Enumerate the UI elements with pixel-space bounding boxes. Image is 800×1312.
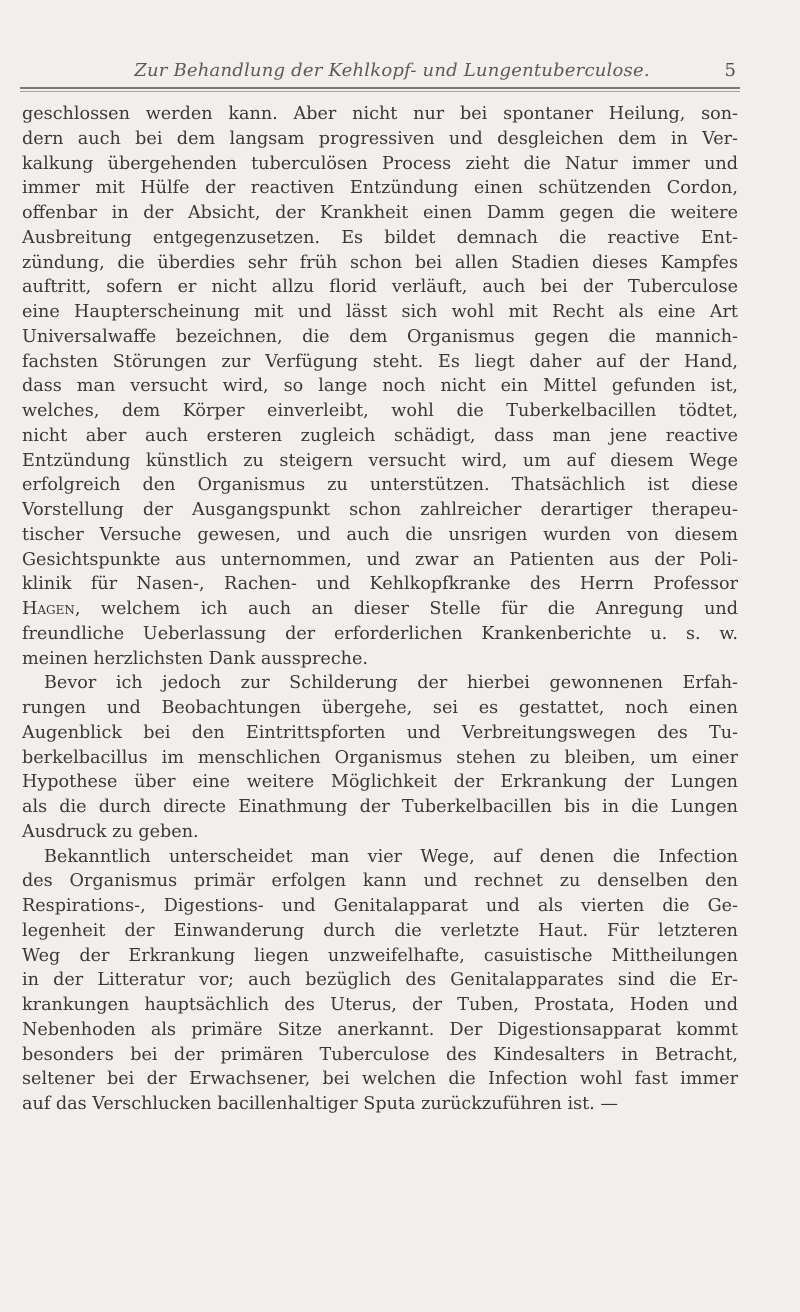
text-line: Vorstellung der Ausgangspunkt schon zahlreicher derartiger therapeu-: [22, 500, 738, 520]
text-line: in der Litteratur vor; auch bezüglich des Genitalapparates sind die Er-: [22, 970, 738, 991]
text-line: auftritt, sofern er nicht allzu florid verläuft, auch bei der Tuberculose: [22, 277, 738, 298]
text-line: berkelbacillus im menschlichen Organismus stehen zu bleiben, um einer: [22, 747, 738, 768]
page-number: 5: [724, 60, 736, 81]
body-text: [22, 102, 738, 1117]
text-line: Augenblick bei den Eintrittspforten und Verbreitungswegen des Tu-: [22, 722, 738, 743]
text-line: Nebenhoden als primäre Sitze anerkannt. Der Digestionsapparat kommt: [22, 1019, 738, 1040]
text-line: Hagen, welchem ich auch an dieser Stelle für die Anregung und: [22, 599, 738, 619]
text-line: dern auch bei dem langsam progressiven und desgleichen dem in Ver-: [22, 128, 738, 149]
text-line: Bekanntlich unterscheidet man vier Wege, auf denen die Infection: [44, 846, 738, 867]
text-line: dass man versucht wird, so lange noch nicht ein Mittel gefunden ist,: [22, 376, 738, 397]
text-line: auf das Verschlucken bacillenhaltiger Sputa zurückzuführen ist. —: [22, 1094, 618, 1114]
text-line: Bevor ich jedoch zur Schilderung der hierbei gewonnenen Erfah-: [44, 673, 738, 694]
author-name: Hagen: [22, 599, 75, 619]
text-line: kalkung übergehenden tuberculösen Process zieht die Natur immer und: [22, 153, 738, 174]
text-line: Ausbreitung entgegenzusetzen. Es bildet demnach die reactive Ent-: [22, 227, 738, 248]
text-line: Entzündung künstlich zu steigern versucht wird, um auf diesem Wege: [22, 450, 738, 471]
running-title: Zur Behandlung der Kehlkopf- und Lungentuberculose.: [134, 60, 650, 81]
text-line: legenheit der Einwanderung durch die verletzte Haut. Für letzteren: [22, 920, 738, 941]
header-rule: [20, 87, 740, 89]
text-line: offenbar in der Absicht, der Krankheit einen Damm gegen die weitere: [22, 203, 738, 223]
text-line: welches, dem Körper einverleibt, wohl die Tuberkelbacillen tödtet,: [22, 401, 738, 421]
text-line: Ausdruck zu geben.: [22, 821, 199, 842]
text-line: eine Haupterscheinung mit und lässt sich wohl mit Recht als eine Art: [22, 302, 738, 322]
text-line: freundliche Ueberlassung der erforderlichen Krankenberichte u. s. w.: [22, 623, 738, 644]
text-line: Gesichtspunkte aus unternommen, und zwar an Patienten aus der Poli-: [22, 549, 738, 570]
text-line: geschlossen werden kann. Aber nicht nur bei spontaner Heilung, son-: [22, 104, 738, 124]
text-line: nicht aber auch ersteren zugleich schädigt, dass man jene reactive: [22, 425, 738, 446]
text-line: Hypothese über eine weitere Möglichkeit der Erkrankung der Lungen: [22, 772, 738, 793]
text-line: meinen herzlichsten Dank ausspreche.: [22, 648, 369, 669]
text-line: als die durch directe Einathmung der Tuberkelbacillen bis in die Lungen: [22, 797, 738, 817]
text-line: krankungen hauptsächlich des Uterus, der Tuben, Prostata, Hoden und: [22, 995, 738, 1015]
text-line: des Organismus primär erfolgen kann und rechnet zu denselben den: [22, 871, 738, 892]
text-line: tischer Versuche gewesen, und auch die unsrigen wurden von diesem: [22, 524, 738, 545]
text-line: besonders bei der primären Tuberculose des Kindesalters in Betracht,: [22, 1044, 738, 1065]
text-line: erfolgreich den Organismus zu unterstützen. Thatsächlich ist diese: [22, 475, 738, 496]
text-line: seltener bei der Erwachsener, bei welchen die Infection wohl fast immer: [22, 1069, 738, 1090]
text-line: immer mit Hülfe der reactiven Entzündung einen schützenden Cordon,: [22, 178, 738, 199]
text-line: Weg der Erkrankung liegen unzweifelhafte, casuistische Mittheilungen: [22, 945, 738, 966]
text-line: rungen und Beobachtungen übergehe, sei es gestattet, noch einen: [22, 698, 738, 718]
running-header: [42, 58, 742, 86]
text-line: klinik für Nasen-, Rachen- und Kehlkopfkranke des Herrn Professor: [22, 574, 738, 595]
text-line: Respirations-, Digestions- und Genitalapparat und als vierten die Ge-: [22, 896, 738, 916]
text-line: zündung, die überdies sehr früh schon bei allen Stadien dieses Kampfes: [22, 252, 738, 273]
header-rule-thin: [20, 91, 740, 92]
text-line: Universalwaffe bezeichnen, die dem Organismus gegen die mannich-: [22, 326, 738, 347]
text-line: fachsten Störungen zur Verfügung steht. Es liegt daher auf der Hand,: [22, 351, 738, 372]
